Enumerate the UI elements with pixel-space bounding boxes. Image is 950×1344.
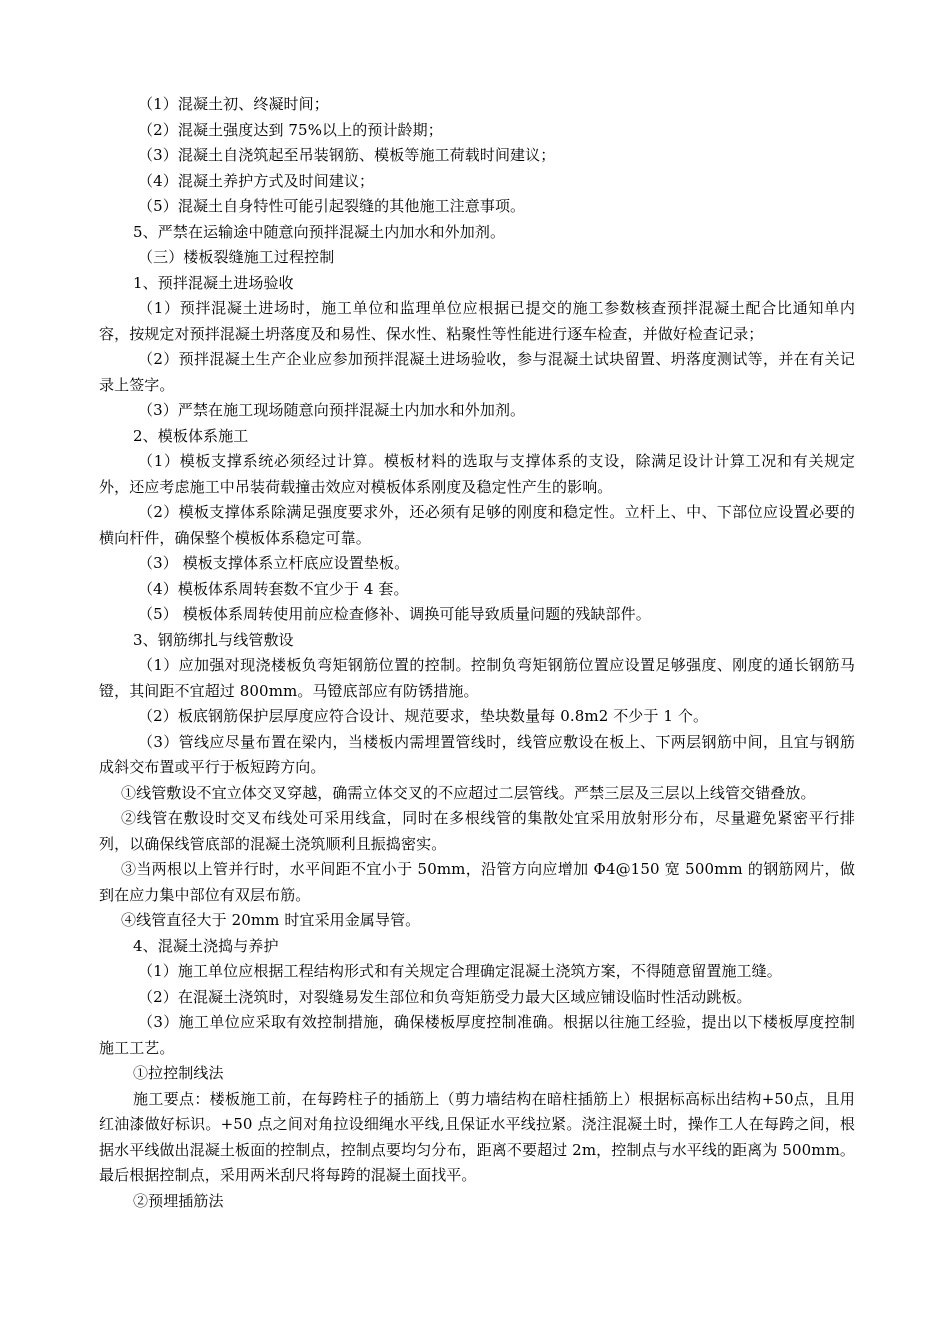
subsection-heading: 4、混凝土浇捣与养护 bbox=[133, 936, 279, 955]
paragraph: （1）应加强对现浇楼板负弯矩钢筋位置的控制。控制负弯矩钢筋位置应设置足够强度、刚度的通长钢筋马镫，其间距不宜超过 800mm。马镫底部应有防锈措施。 bbox=[99, 656, 855, 700]
subsection-heading: 1、预拌混凝土进场验收 bbox=[133, 273, 294, 292]
subsection-heading: 2、模板体系施工 bbox=[133, 426, 249, 445]
paragraph: 5、严禁在运输途中随意向预拌混凝土内加水和外加剂。 bbox=[133, 222, 506, 241]
list-item: （5）混凝土自身特性可能引起裂缝的其他施工注意事项。 bbox=[138, 197, 526, 215]
list-item: （3） 模板支撑体系立杆底应设置垫板。 bbox=[138, 554, 410, 572]
paragraph: （1）预拌混凝土进场时，施工单位和监理单位应根据已提交的施工参数核查预拌混凝土配合比通知单内容，按规定对预拌混凝土坍落度及和易性、保水性、粘聚性等性能进行逐车检查，并做好检查记录； bbox=[99, 299, 855, 343]
section-heading: （三）楼板裂缝施工过程控制 bbox=[138, 248, 335, 266]
method-heading: ①拉控制线法 bbox=[133, 1064, 224, 1082]
subsection-heading: 3、钢筋绑扎与线管敷设 bbox=[133, 630, 294, 649]
paragraph: （1）模板支撑系统必须经过计算。模板材料的选取与支撑体系的支设，除满足设计计算工况和有关规定外，还应考虑施工中吊装荷载撞击效应对模板体系刚度及稳定性产生的影响。 bbox=[99, 452, 855, 496]
list-item: （4）模板体系周转套数不宜少于 4 套。 bbox=[138, 579, 409, 598]
list-item: （2）混凝土强度达到 75%以上的预计龄期； bbox=[138, 120, 443, 139]
paragraph: （3）管线应尽量布置在梁内，当楼板内需埋置管线时，线管应敷设在板上、下两层钢筋中间，且宜与钢筋成斜交布置或平行于板短跨方向。 bbox=[99, 732, 855, 776]
paragraph: （2）模板支撑体系除满足强度要求外，还必须有足够的刚度和稳定性。立杆上、中、下部位应设置必要的横向杆件，确保整个模板体系稳定可靠。 bbox=[99, 503, 855, 547]
list-item: （1）混凝土初、终凝时间； bbox=[138, 95, 329, 113]
list-item: （5） 模板体系周转使用前应检查修补、调换可能导致质量问题的残缺部件。 bbox=[138, 605, 651, 623]
paragraph: （3）施工单位应采取有效控制措施，确保楼板厚度控制准确。根据以往施工经验，提出以下楼板厚度控制施工工艺。 bbox=[99, 1013, 855, 1057]
list-item: ④线管直径大于 20mm 时宜采用金属导管。 bbox=[121, 911, 421, 929]
list-item: （2）在混凝土浇筑时，对裂缝易发生部位和负弯矩筋受力最大区域应铺设临时性活动跳板。 bbox=[138, 987, 752, 1006]
list-item: （2）板底钢筋保护层厚度应符合设计、规范要求，垫块数量每 0.8m2 不少于 1 个。 bbox=[138, 707, 709, 725]
paragraph: 施工要点：楼板施工前，在每跨柱子的插筋上（剪力墙结构在暗柱插筋上）根据标高标出结构+50点，且用红油漆做好标识。+50 点之间对角拉设细绳水平线,且保证水平线拉紧。浇注混凝土时，操作工人在每跨之间，根据水平线做出混凝土板面的控制点，控制点要均匀分布，距离不要超过 2m，控制点与水平线的距离为 500mm。最后根据控制点，采用两米刮尺将每跨的混凝土面找平。 bbox=[99, 1089, 855, 1184]
paragraph: ②线管在敷设时交叉布线处可采用线盒，同时在多根线管的集散处宜采用放射形分布，尽量避免紧密平行排列，以确保线管底部的混凝土浇筑顺利且振捣密实。 bbox=[99, 809, 855, 853]
list-item: （3）严禁在施工现场随意向预拌混凝土内加水和外加剂。 bbox=[138, 401, 526, 419]
list-item: （1）施工单位应根据工程结构形式和有关规定合理确定混凝土浇筑方案，不得随意留置施工缝。 bbox=[138, 962, 782, 980]
document-body bbox=[99, 92, 855, 1214]
paragraph: ①线管敷设不宜立体交叉穿越，确需立体交叉的不应超过二层管线。严禁三层及三层以上线管交错叠放。 bbox=[121, 783, 816, 802]
list-item: （4）混凝土养护方式及时间建议； bbox=[138, 171, 375, 190]
paragraph: （2）预拌混凝土生产企业应参加预拌混凝土进场验收，参与混凝土试块留置、坍落度测试等，并在有关记录上签字。 bbox=[99, 350, 855, 394]
method-heading: ②预埋插筋法 bbox=[133, 1191, 224, 1210]
paragraph: ③当两根以上管并行时，水平间距不宜小于 50mm，沿管方向应增加 Φ4@150 宽 500mm 的钢筋网片，做到在应力集中部位有双层布筋。 bbox=[99, 860, 855, 904]
list-item: （3）混凝土自浇筑起至吊装钢筋、模板等施工荷载时间建议； bbox=[138, 146, 556, 164]
